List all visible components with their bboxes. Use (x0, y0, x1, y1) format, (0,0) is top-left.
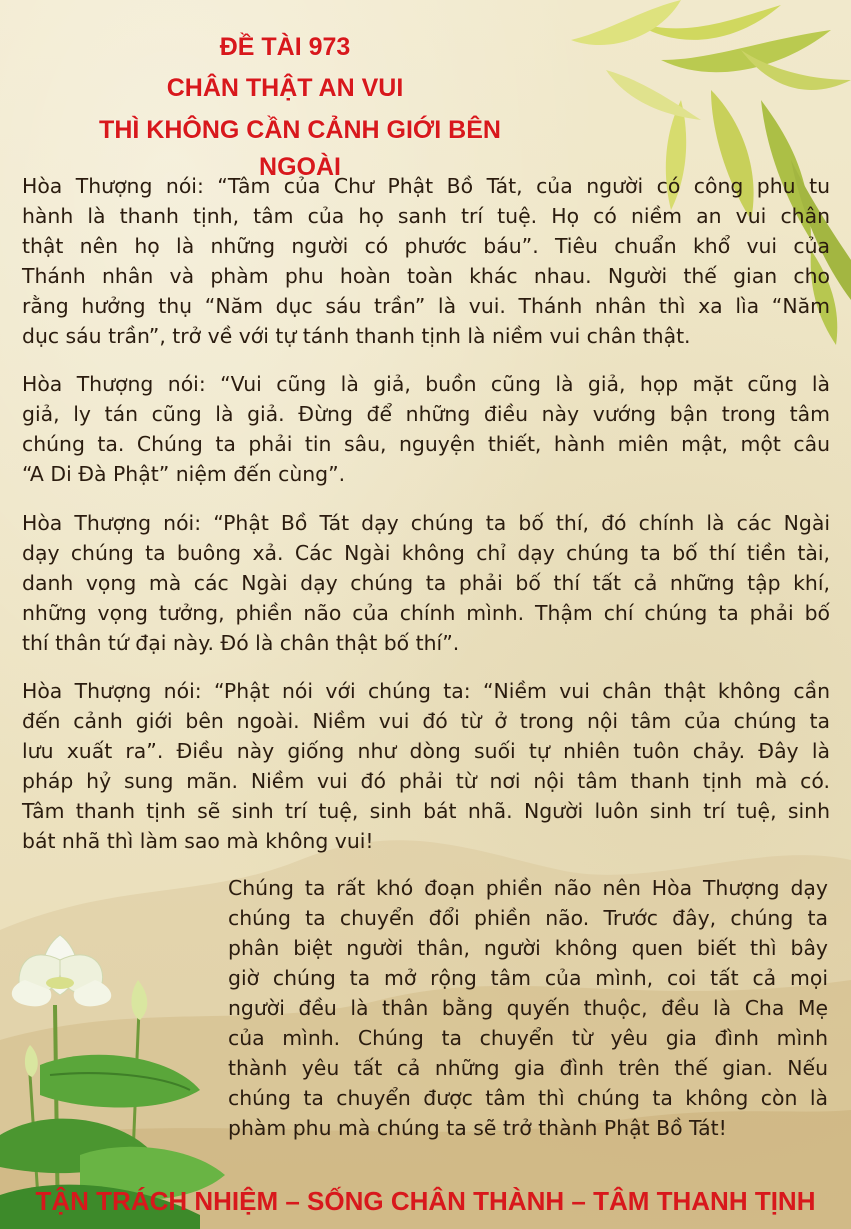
text-line: chúng ta chuyển đổi phiền não. Trước đây, chúng ta (228, 906, 828, 930)
text-line: phân biệt người thân, người không quen biết thì bây (228, 936, 828, 960)
text-line: những vọng tưởng, phiền não của chính mình. Thậm chí chúng ta phải bố (22, 601, 830, 625)
text-line: danh vọng mà các Ngài dạy chúng ta phải bố thí tất cả những tập khí, (22, 571, 830, 595)
text-line: pháp hỷ sung mãn. Niềm vui đó phải từ nơi nội tâm thanh tịnh mà có. (22, 769, 830, 793)
text-line: Hòa Thượng nói: “Vui cũng là giả, buồn cũng là giả, họp mặt cũng là (22, 372, 830, 396)
text-line: chúng ta. Chúng ta phải tin sâu, nguyện thiết, hành miên mật, một câu (22, 432, 830, 456)
text-line: thành yêu tất cả những gia đình trên thế gian. Nếu (228, 1056, 828, 1080)
text-line: dạy chúng ta buông xả. Các Ngài không chỉ dạy chúng ta bố thí tiền tài, (22, 541, 830, 565)
paragraph-1 (22, 171, 830, 351)
text-line: Hòa Thượng nói: “Phật Bồ Tát dạy chúng ta bố thí, đó chính là các Ngài (22, 511, 830, 535)
text-line: Tâm thanh tịnh sẽ sinh trí tuệ, sinh bát nhã. Người luôn sinh trí tuệ, sinh (22, 799, 830, 823)
text-line: phàm phu mà chúng ta sẽ trở thành Phật Bồ Tát! (228, 1116, 727, 1140)
paragraph-2 (22, 369, 830, 489)
text-line: dục sáu trần”, trở về với tự tánh thanh tịnh là niềm vui chân thật. (22, 324, 691, 348)
paragraph-3 (22, 508, 830, 658)
text-line: rằng hưởng thụ “Năm dục sáu trần” là vui. Thánh nhân thì xa lìa “Năm (22, 294, 830, 318)
text-line: bát nhã thì làm sao mà không vui! (22, 829, 374, 853)
title-line-1: CHÂN THẬT AN VUI (166, 74, 404, 102)
motto-footer: TẬN TRÁCH NHIỆM – SỐNG CHÂN THÀNH – TÂM THANH TỊNH (35, 1186, 816, 1216)
text-line: lưu xuất ra”. Điều này giống như dòng suối tự nhiên tuôn chảy. Đây là (22, 739, 830, 763)
text-line: thí thân tứ đại này. Đó là chân thật bố thí”. (22, 631, 460, 655)
paragraph-5 (228, 873, 828, 1143)
text-line: giờ chúng ta mở rộng tâm của mình, coi tất cả mọi (228, 966, 828, 990)
text-line: “A Di Đà Phật” niệm đến cùng”. (22, 462, 346, 486)
text-line: thật nên họ là những người có phước báu”. Tiêu chuẩn khổ vui của (22, 234, 830, 258)
lotus-decoration (0, 905, 230, 1229)
lotus-flower (12, 935, 111, 1006)
text-line: Thánh nhân và phàm phu hoàn toàn khác nhau. Người thế gian cho (22, 264, 830, 288)
topic-number: ĐỀ TÀI 973 (219, 33, 351, 61)
paragraph-4 (22, 676, 830, 856)
title-line-2: THÌ KHÔNG CẦN CẢNH GIỚI BÊN NGOÀI (99, 116, 501, 181)
text-line: của mình. Chúng ta chuyển từ yêu gia đình mình (228, 1026, 828, 1050)
text-line: Hòa Thượng nói: “Phật nói với chúng ta: “Niềm vui chân thật không cần (22, 679, 830, 703)
text-line: Hòa Thượng nói: “Tâm của Chư Phật Bồ Tát, của người có công phu tu (22, 174, 830, 198)
text-line: hành là thanh tịnh, tâm của họ sanh trí tuệ. Họ có niềm an vui chân (22, 204, 830, 228)
text-line: người đều là thân bằng quyến thuộc, đều là Cha Mẹ (228, 996, 828, 1020)
text-line: đến cảnh giới bên ngoài. Niềm vui đó từ ở trong nội tâm của chúng ta (22, 709, 830, 733)
text-line: chúng ta chuyển được tâm thì chúng ta không còn là (228, 1086, 828, 1110)
text-line: Chúng ta rất khó đoạn phiền não nên Hòa Thượng dạy (228, 876, 828, 900)
text-line: giả, ly tán cũng là giả. Đừng để những điều này vướng bận trong tâm (22, 402, 830, 426)
